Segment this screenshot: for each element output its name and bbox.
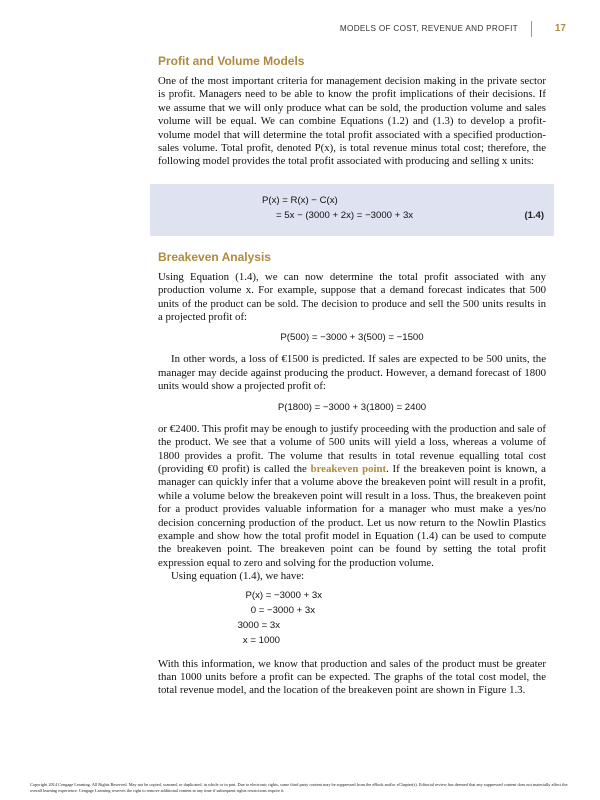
paragraph-profit-volume: One of the most important criteria for management decision making in the private sector is profit. Managers need to be able to know the profit implications of their decisions. If we assume that we will only produce what can be sold, the production volume and sales volume will be equal. We can combine Equations (1.2) and (1.3) to develop a profit-volume model that will determine the total profit associated with a specified production-sales volume. Total profit, denoted P(x), is total revenue minus total cost; therefore, the following model provides the total profit associated with producing and selling x units: xyxy=(158,75,546,168)
solve-step-3: 3000 = 3x xyxy=(237,619,280,631)
heading-profit-volume-models: Profit and Volume Models xyxy=(158,54,305,68)
running-header xyxy=(0,24,570,38)
header-divider xyxy=(531,21,532,37)
paragraph-breakeven-5: With this information, we know that production and sales of the product must be greater than 1000 units before a profit can be expected. The graphs of the total cost model, the total revenue model, and the location of the breakeven point are shown in Figure 1.3. xyxy=(158,657,546,697)
equation-p1800: P(1800) = −3000 + 3(1800) = 2400 xyxy=(277,401,427,413)
paragraph-breakeven-2: In other words, a loss of €1500 is predicted. If sales are expected to be 500 units, the manager may decide against producing the product. However, a demand forecast of 1800 units would show a projected profit of: xyxy=(158,353,546,393)
paragraph-breakeven-1: Using Equation (1.4), we can now determine the total profit associated with any production volume x. For example, suppose that a demand forecast indicates that 500 units of the product can be sold. The decision to produce and sell the 500 units results in a projected profit of: xyxy=(158,270,546,324)
equation-label: (1.4) xyxy=(524,209,544,221)
key-term-breakeven-point: breakeven point xyxy=(310,462,387,475)
section-title: MODELS OF COST, REVENUE AND PROFIT xyxy=(339,24,518,33)
equation-p500: P(500) = −3000 + 3(500) = −1500 xyxy=(280,332,424,344)
paragraph-breakeven-3 xyxy=(158,423,546,570)
solve-step-2: 0 = −3000 + 3x xyxy=(250,604,315,616)
paragraph-breakeven-4: Using equation (1.4), we have: xyxy=(171,570,305,583)
solve-steps xyxy=(158,590,546,650)
page-number: 17 xyxy=(554,23,566,34)
para3-text-after: . If the breakeven point is known, a manager can quickly infer that a volume above the breakeven point will result in a profit, while a volume below the breakeven point will result in a loss. Thus, the breakeven point for a product provides valuable information for a manager who must make a yes/no decision concerning production of the product. Let us now return to the Nowlin Plastics example and show how the total profit model in Equation (1.4) can be used to compute the breakeven point. The breakeven point can be found by setting the total profit expression equal to zero and solving for the production volume. xyxy=(158,462,546,569)
equation-box xyxy=(150,184,554,236)
heading-breakeven-analysis: Breakeven Analysis xyxy=(158,249,271,264)
copyright-footer: Copyright 2014 Cengage Learning. All Rights Reserved. May not be copied, scanned, or duplicated, in whole or in part. Due to electronic rights, some third party content may be suppressed from the eBook and/or eChapter(s). Editorial review has deemed that any suppressed content does not materially affect the overall learning experience. Cengage Learning reserves the right to remove additional content at any time if subsequent rights restrictions require it. xyxy=(30,782,568,793)
equation-line-2: = 5x − (3000 + 2x) = −3000 + 3x xyxy=(276,209,414,221)
equation-line-1: P(x) = R(x) − C(x) xyxy=(262,194,338,206)
page-body xyxy=(158,54,546,698)
solve-step-4: x = 1000 xyxy=(242,634,280,646)
solve-step-1: P(x) = −3000 + 3x xyxy=(245,589,322,601)
para3-text-before: or €2400. This profit may be enough to justify proceeding with the production and sale of the product. We see that a volume of 500 units will yield a loss, whereas a volume of 1800 provides a profit. The volume that results in total revenue equalling total cost (providing €0 profit) is called the xyxy=(158,422,546,475)
